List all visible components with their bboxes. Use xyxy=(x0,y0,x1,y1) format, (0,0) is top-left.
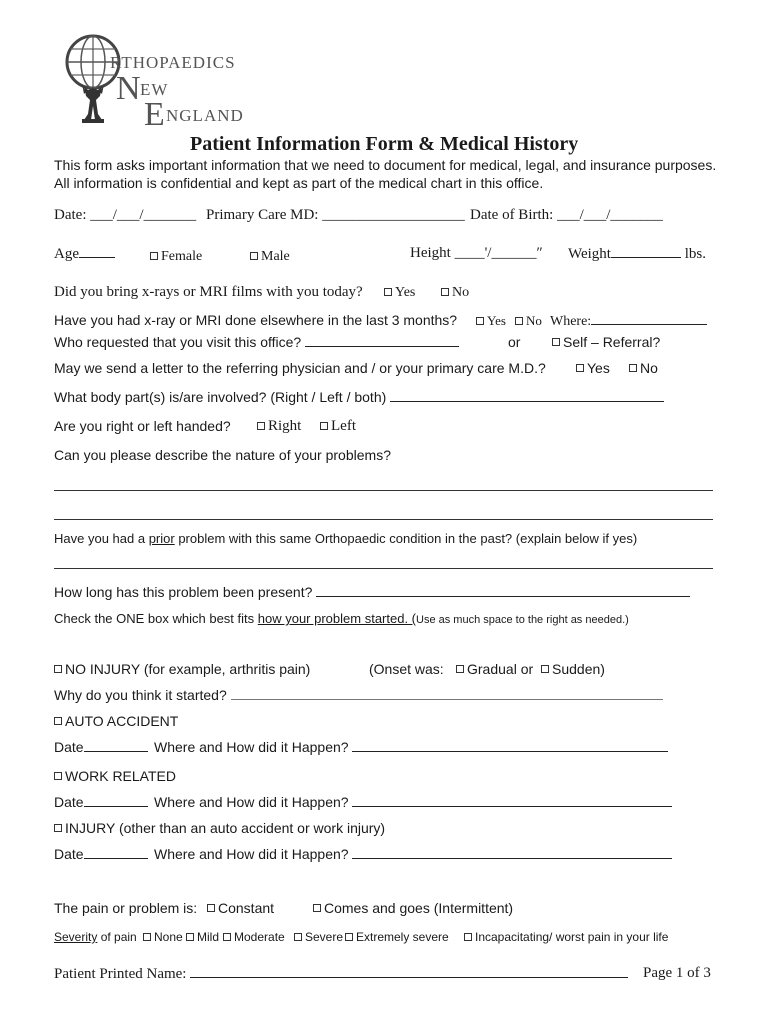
severity-none[interactable] xyxy=(143,930,183,944)
yes-label: Yes xyxy=(587,360,610,376)
severity-label: Severity of pain xyxy=(54,930,137,944)
injury-label: INJURY xyxy=(65,820,116,836)
checkbox-icon xyxy=(456,665,464,673)
how-long-field[interactable] xyxy=(54,584,690,600)
self-referral-checkbox[interactable] xyxy=(552,334,660,350)
intermittent-checkbox[interactable] xyxy=(313,900,513,916)
checkbox-icon xyxy=(552,338,560,346)
injury-checkbox[interactable] xyxy=(54,820,385,836)
sudden-label: Sudden) xyxy=(552,661,605,677)
checkbox-icon xyxy=(464,933,472,941)
checkbox-icon xyxy=(320,422,328,430)
no-injury-label: NO INJURY (for example, arthritis pain) xyxy=(65,661,311,677)
injury-where-how-field[interactable] xyxy=(154,846,672,862)
checkbox-icon xyxy=(54,824,62,832)
xray-elsewhere-yes[interactable] xyxy=(476,313,506,329)
where-how-label: Where and How did it Happen? xyxy=(154,794,349,810)
dob-field[interactable]: Date of Birth: ___/___/_______ xyxy=(470,207,663,223)
checkbox-icon xyxy=(629,364,637,372)
body-parts-field[interactable] xyxy=(54,389,664,405)
severity-mild[interactable] xyxy=(186,930,219,944)
xray-today-no[interactable] xyxy=(441,285,469,301)
mild-label: Mild xyxy=(197,930,220,944)
checkbox-icon xyxy=(223,933,231,941)
checkbox-icon xyxy=(515,317,523,325)
severe-label: Severe xyxy=(305,930,344,944)
moderate-label: Moderate xyxy=(234,930,285,944)
checkbox-icon xyxy=(257,422,265,430)
no-label: No xyxy=(452,285,470,300)
checkbox-icon xyxy=(384,288,392,296)
describe-line-2[interactable] xyxy=(54,519,713,520)
checkbox-icon xyxy=(441,288,449,296)
weight-field[interactable] xyxy=(568,245,706,263)
xray-today-yes[interactable] xyxy=(384,285,415,301)
work-related-label: WORK RELATED xyxy=(65,768,176,784)
atlas-logo-icon xyxy=(62,34,124,124)
male-checkbox[interactable] xyxy=(250,249,290,265)
xray-elsewhere-no[interactable] xyxy=(515,313,542,329)
patient-name-field[interactable] xyxy=(54,965,628,983)
onset-label: (Onset was: xyxy=(369,661,444,677)
handed-question: Are you right or left handed? xyxy=(54,418,231,434)
page-title: Patient Information Form & Medical History xyxy=(190,133,579,155)
work-where-how-field[interactable] xyxy=(154,794,672,810)
checkbox-icon xyxy=(54,665,62,673)
xray-today-question: Did you bring x-rays or MRI films with you today? xyxy=(54,284,363,300)
left-label: Left xyxy=(331,418,356,434)
prior-line[interactable] xyxy=(54,568,713,569)
auto-accident-checkbox[interactable] xyxy=(54,713,178,729)
auto-date-field[interactable] xyxy=(54,739,148,755)
logo-line2: EW xyxy=(140,80,169,99)
xray-elsewhere-question: Have you had x-ray or MRI done elsewhere in the last 3 months? xyxy=(54,312,458,328)
describe-line-1[interactable] xyxy=(54,490,713,491)
no-injury-checkbox[interactable] xyxy=(54,661,310,677)
where-label: Where: xyxy=(550,314,592,329)
male-label: Male xyxy=(261,249,290,264)
who-requested-label: Who requested that you visit this office? xyxy=(54,334,302,350)
severity-incapacitating[interactable] xyxy=(464,930,668,944)
or-label: or xyxy=(508,334,521,350)
why-started-label: Why do you think it started? xyxy=(54,687,227,703)
severity-severe[interactable] xyxy=(294,930,343,944)
self-referral-label: Self – Referral? xyxy=(563,334,661,350)
checkbox-icon xyxy=(143,933,151,941)
logo-cap-n: N xyxy=(116,70,142,107)
female-label: Female xyxy=(161,249,203,264)
date-field[interactable]: Date: ___/___/_______ xyxy=(54,207,197,223)
lbs-label: lbs. xyxy=(684,246,706,262)
patient-name-label: Patient Printed Name: xyxy=(54,966,187,982)
intermittent-label: Comes and goes (Intermittent) xyxy=(324,900,514,916)
severity-extreme[interactable] xyxy=(345,930,449,944)
constant-checkbox[interactable] xyxy=(207,900,274,916)
primary-care-field[interactable]: Primary Care MD: ___________________ xyxy=(206,207,465,223)
describe-question: Can you please describe the nature of your problems? xyxy=(54,447,391,463)
yes-label: Yes xyxy=(487,313,506,328)
logo-line3: NGLAND xyxy=(166,106,244,125)
auto-where-how-field[interactable] xyxy=(154,739,668,755)
height-field[interactable]: Height ____'/______″ xyxy=(410,245,543,261)
constant-label: Constant xyxy=(218,900,275,916)
checkbox-icon xyxy=(541,665,549,673)
checkbox-icon xyxy=(576,364,584,372)
where-how-label: Where and How did it Happen? xyxy=(154,846,349,862)
gradual-label: Gradual or xyxy=(467,661,534,677)
body-parts-label: What body part(s) is/are involved? (Right / Left / both) xyxy=(54,389,387,405)
date-label: Date xyxy=(54,739,84,755)
auto-accident-label: AUTO ACCIDENT xyxy=(65,713,179,729)
how-long-label: How long has this problem been present? xyxy=(54,584,313,600)
why-started-field[interactable] xyxy=(54,687,663,703)
intro-line2: All information is confidential and kept as part of the medical chart in this office. xyxy=(54,175,544,191)
checkbox-icon xyxy=(476,317,484,325)
who-requested-field[interactable] xyxy=(54,334,459,350)
intro-line1: This form asks important information that we need to document for medical, legal, and insurance purposes. xyxy=(54,157,717,173)
checkbox-icon xyxy=(54,717,62,725)
prior-question: Have you had a prior problem with this same Orthopaedic condition in the past? (explain below if yes) xyxy=(54,531,638,546)
send-letter-yes[interactable] xyxy=(576,360,610,376)
page-number: Page 1 of 3 xyxy=(643,965,711,981)
checkbox-icon xyxy=(186,933,194,941)
gradual-checkbox[interactable] xyxy=(456,661,533,677)
where-how-label: Where and How did it Happen? xyxy=(154,739,349,755)
no-label: No xyxy=(526,313,542,328)
date-label: Date xyxy=(54,794,84,810)
logo-cap-e: E xyxy=(144,96,166,133)
right-label: Right xyxy=(268,418,302,434)
checkbox-icon xyxy=(250,252,258,260)
injury-detail: (other than an auto accident or work injury) xyxy=(115,820,386,836)
checkbox-icon xyxy=(294,933,302,941)
severity-moderate[interactable] xyxy=(223,930,285,944)
check-instruction: Check the ONE box which best fits how your problem started. (Use as much space to the right as needed.) xyxy=(54,611,629,626)
pain-label: The pain or problem is: xyxy=(54,900,198,916)
logo-line1: RTHOPAEDICS xyxy=(110,53,236,72)
where-field[interactable] xyxy=(550,312,707,330)
extreme-label: Extremely severe xyxy=(356,930,449,944)
checkbox-icon xyxy=(54,772,62,780)
work-related-checkbox[interactable] xyxy=(54,768,176,784)
checkbox-icon xyxy=(313,904,321,912)
none-label: None xyxy=(154,930,183,944)
send-letter-no[interactable] xyxy=(629,360,658,376)
yes-label: Yes xyxy=(395,285,416,300)
incapacitating-label: Incapacitating/ worst pain in your life xyxy=(475,930,669,944)
age-label: Age xyxy=(54,246,79,262)
checkbox-icon xyxy=(345,933,353,941)
weight-label: Weight xyxy=(568,246,611,262)
age-field[interactable] xyxy=(54,245,115,263)
no-label: No xyxy=(640,360,658,376)
handed-right[interactable] xyxy=(257,418,301,435)
handed-left[interactable] xyxy=(320,418,356,435)
checkbox-icon xyxy=(207,904,215,912)
send-letter-question: May we send a letter to the referring physician and / or your primary care M.D.? xyxy=(54,360,546,376)
date-label: Date xyxy=(54,846,84,862)
checkbox-icon xyxy=(150,252,158,260)
injury-date-field[interactable] xyxy=(54,846,148,862)
female-checkbox[interactable] xyxy=(150,249,202,265)
sudden-checkbox[interactable] xyxy=(541,661,605,677)
work-date-field[interactable] xyxy=(54,794,148,810)
